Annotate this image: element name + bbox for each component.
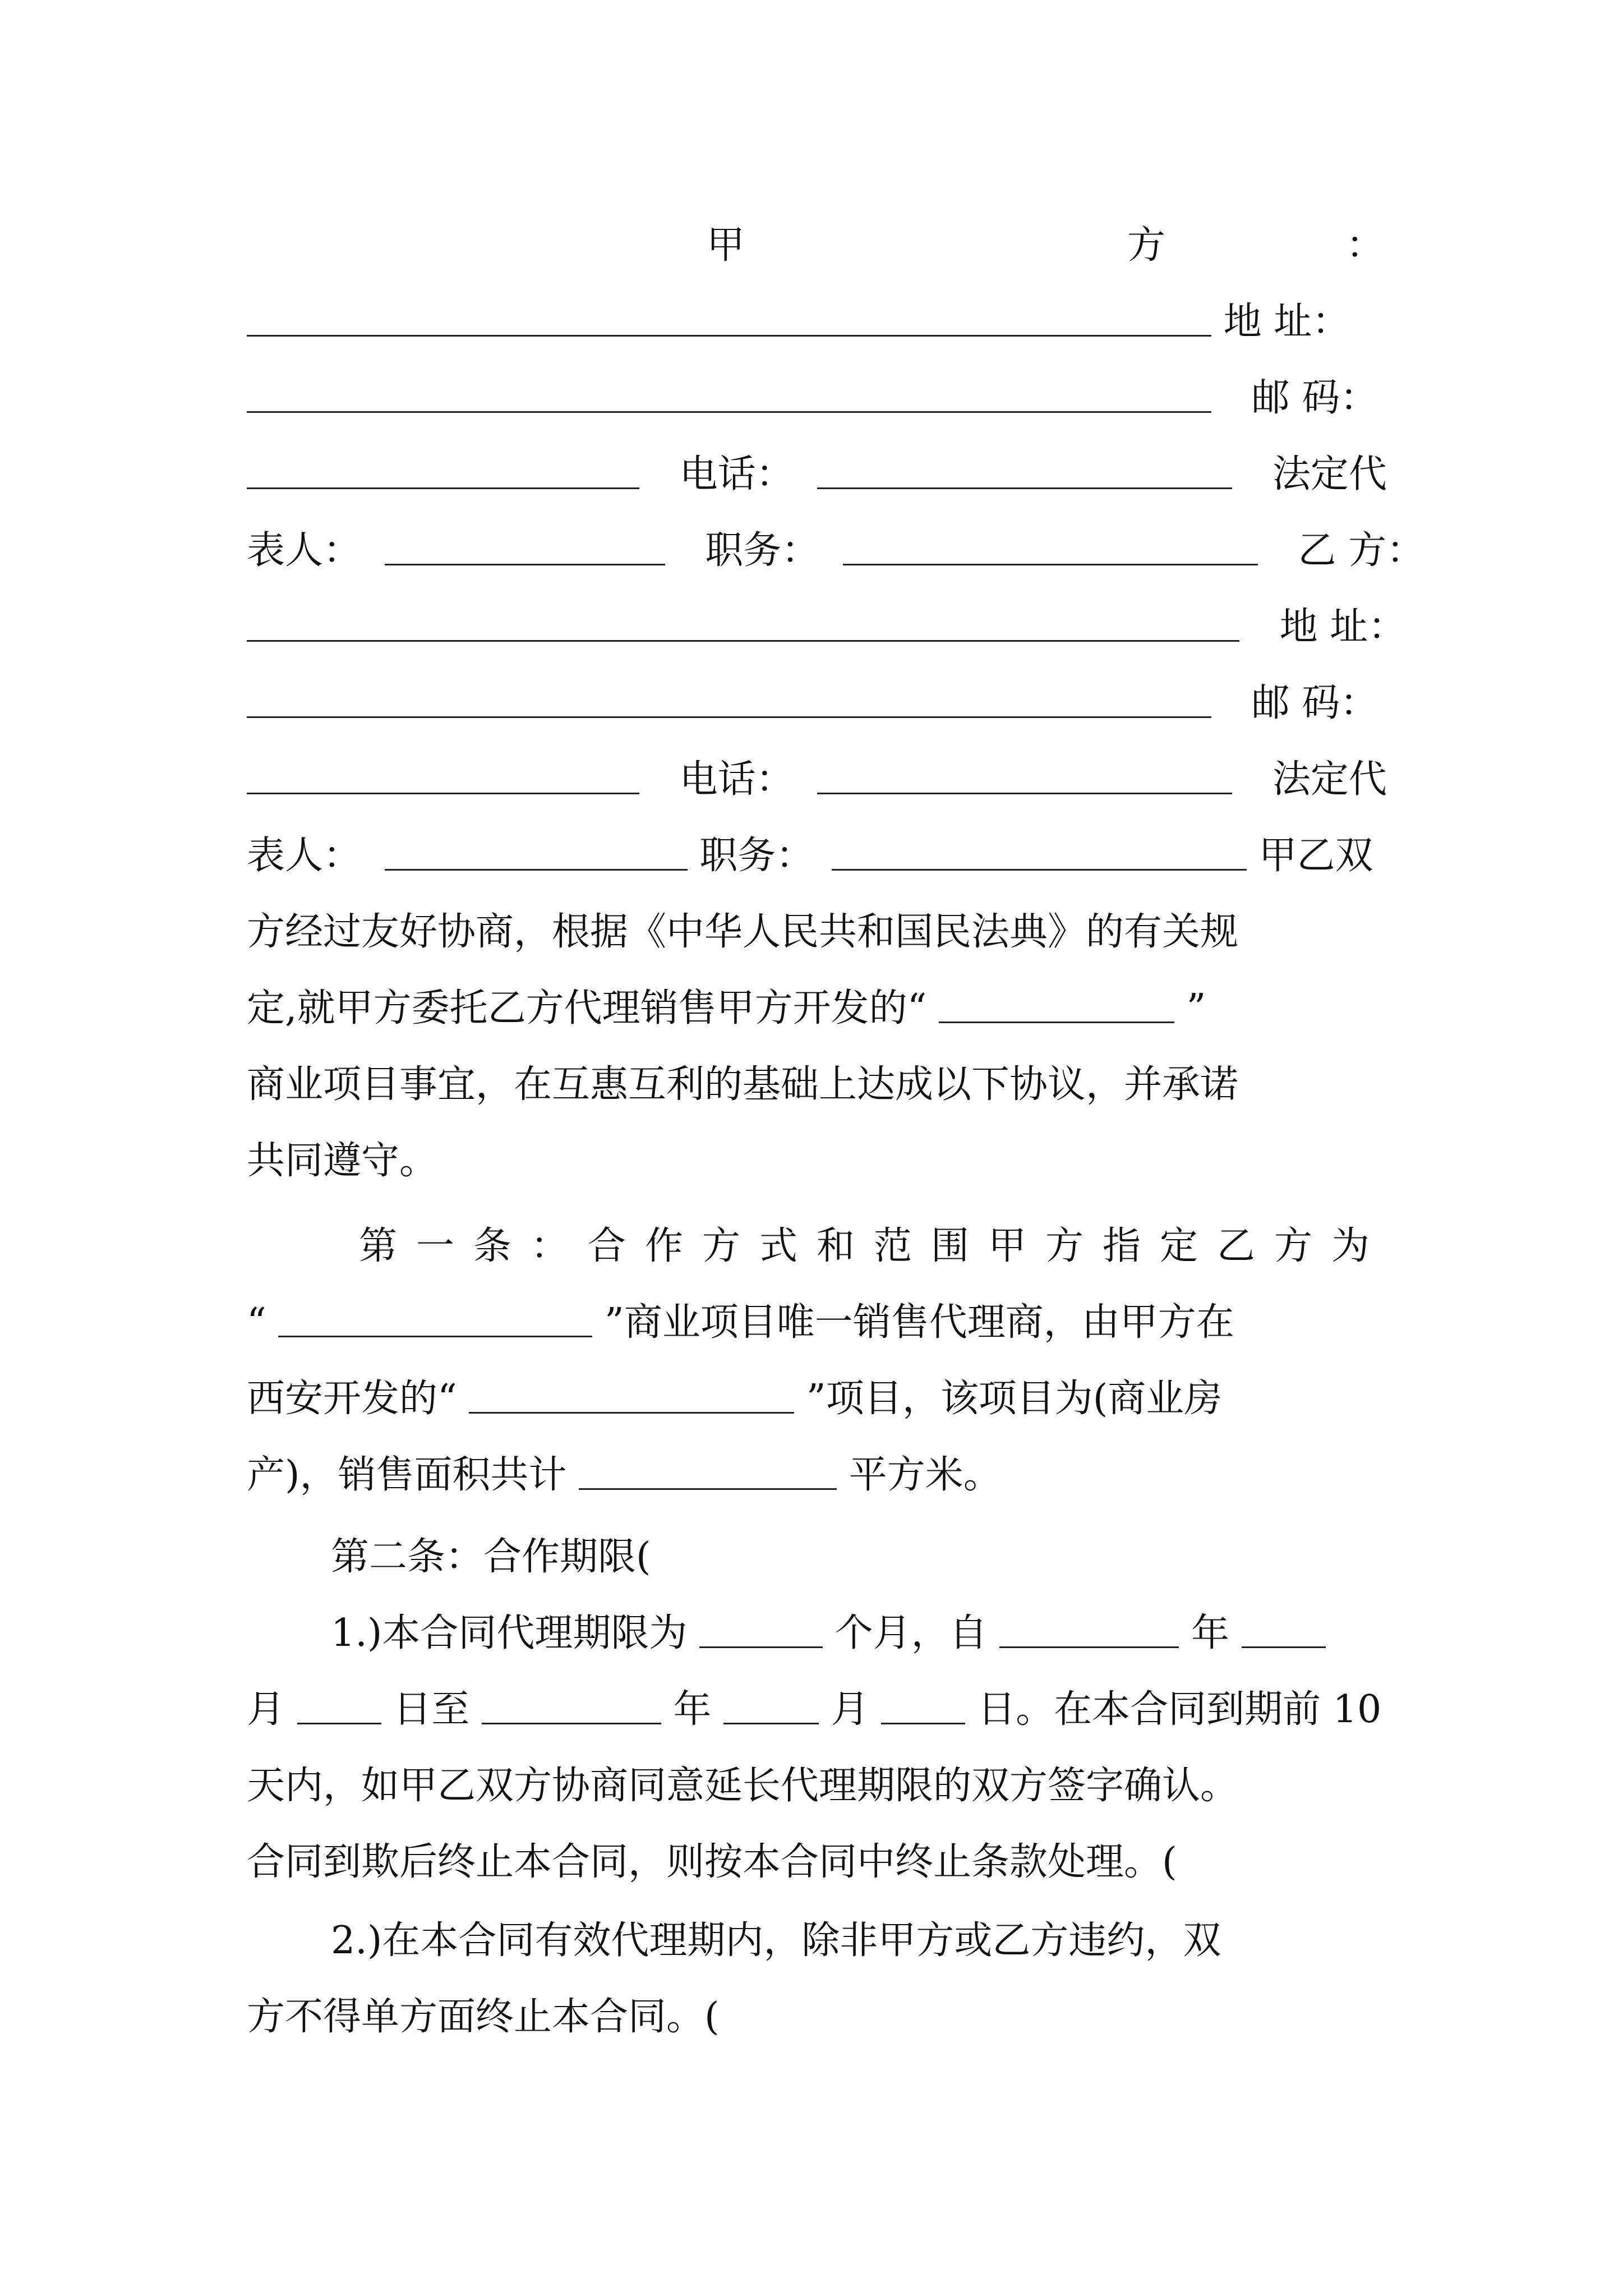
article-2-p1-text-h: 日。在本合同到期前 10 xyxy=(978,1687,1382,1732)
blank-field[interactable] xyxy=(817,448,1232,493)
blank-field[interactable] xyxy=(247,600,1239,645)
article-1-heading: 第一条：合作方式和范围甲方指定乙方为 xyxy=(359,1224,1389,1268)
article-1-line-4 xyxy=(247,1437,1391,1513)
postcode-label-b: 邮 码： xyxy=(1251,681,1378,725)
position-label-b: 职务： xyxy=(699,834,814,878)
intro-text-4: 商业项目事宜，在互惠互利的基础上达成以下协议，并承诺 xyxy=(247,1062,1239,1107)
blank-field[interactable] xyxy=(247,371,1211,416)
blank-field[interactable] xyxy=(579,1448,837,1493)
blank-field[interactable] xyxy=(881,1683,965,1728)
blank-field[interactable] xyxy=(699,1607,823,1651)
legal-rep-label-b-part2: 表人： xyxy=(247,834,362,878)
article-1-text-3a: 西安开发的“ xyxy=(247,1377,457,1421)
article-2-p1-text-i: 天内，如甲乙双方协商同意延长代理期限的双方签字确认。 xyxy=(247,1764,1239,1808)
intro-text-3a: 定,就甲方委托乙方代理销售甲方开发的“ xyxy=(247,986,927,1030)
address-label-b: 地 址： xyxy=(1279,605,1407,649)
article-2-p1-line-1 xyxy=(247,1595,1391,1672)
article-2-p1-text-d: 月 xyxy=(247,1687,285,1732)
article-2-p1-line-3 xyxy=(247,1748,1391,1824)
article-2-p2-line-1 xyxy=(247,1903,1391,1979)
blank-field[interactable] xyxy=(482,1683,661,1728)
intro-line-4 xyxy=(247,1047,1391,1123)
blank-field[interactable] xyxy=(247,753,639,798)
blank-field[interactable] xyxy=(247,677,1211,721)
legal-rep-label-part2: 表人： xyxy=(247,528,362,573)
party-a-postcode-line xyxy=(247,360,1391,436)
party-b-phone-line xyxy=(247,742,1391,818)
address-label: 地 址： xyxy=(1223,300,1350,344)
blank-field[interactable] xyxy=(817,753,1232,798)
article-1-line-3 xyxy=(247,1361,1391,1437)
article-2-p1-line-2 xyxy=(247,1672,1391,1748)
blank-field[interactable] xyxy=(1242,1607,1326,1651)
blank-field[interactable] xyxy=(385,829,688,874)
party-a-rep-line xyxy=(247,513,1425,589)
intro-text-3b: ” xyxy=(1186,986,1206,1030)
party-b-label: 乙 方： xyxy=(1298,528,1425,573)
intro-line-3 xyxy=(247,970,1391,1047)
blank-field[interactable] xyxy=(278,1296,592,1341)
blank-field[interactable] xyxy=(723,1683,819,1728)
intro-text-5: 共同遵守。 xyxy=(247,1139,438,1183)
party-b-rep-line xyxy=(247,818,1391,894)
blank-field[interactable] xyxy=(843,524,1258,569)
intro-text-2: 方经过友好协商，根据《中华人民共和国民法典》的有关规 xyxy=(247,910,1239,954)
article-2-title-line xyxy=(247,1519,1391,1595)
blank-field[interactable] xyxy=(832,829,1247,874)
article-2-p1-text-e: 日至 xyxy=(393,1687,470,1732)
article-1-line-1 xyxy=(247,1208,1391,1285)
article-2-p1-text-a: 1.)本合同代理期限为 xyxy=(331,1611,688,1655)
article-1-text-4b: 平方米。 xyxy=(849,1453,1002,1497)
article-2-p1-text-g: 月 xyxy=(831,1687,869,1732)
party-a-label: 甲 xyxy=(707,223,745,268)
article-1-text-2b: ”商业项目唯一销售代理商，由甲方在 xyxy=(605,1300,1234,1345)
party-b-postcode-line xyxy=(247,665,1391,742)
article-1-text-3b: ”项目，该项目为(商业房 xyxy=(806,1377,1223,1421)
party-a-address-line xyxy=(247,284,1391,360)
article-2-p1-line-4 xyxy=(247,1824,1391,1901)
blank-field[interactable] xyxy=(469,1372,794,1417)
blank-field[interactable] xyxy=(247,295,1211,340)
blank-field[interactable] xyxy=(999,1607,1179,1651)
legal-rep-label-b-part1: 法定代 xyxy=(1272,757,1387,802)
intro-line-5 xyxy=(247,1123,1391,1199)
article-2-p1-text-f: 年 xyxy=(673,1687,712,1732)
party-b-address-line xyxy=(247,589,1407,665)
party-a-colon: ： xyxy=(1346,223,1385,268)
article-2-p1-text-c: 年 xyxy=(1191,1611,1229,1655)
article-2-p1-text-j: 合同到欺后终止本合同，则按本合同中终止条款处理。( xyxy=(247,1840,1177,1884)
blank-field[interactable] xyxy=(297,1683,381,1728)
party-a-fang: 方 xyxy=(1127,223,1166,268)
intro-line-2 xyxy=(247,894,1391,970)
blank-field[interactable] xyxy=(939,982,1174,1027)
article-1-line-2 xyxy=(247,1285,1391,1361)
article-1-text-2a: “ xyxy=(247,1300,266,1345)
article-2-p2-line-2 xyxy=(247,1979,1391,2055)
position-label: 职务： xyxy=(705,528,820,573)
blank-field[interactable] xyxy=(385,524,665,569)
phone-label: 电话： xyxy=(679,452,794,496)
article-2-p1-text-b: 个月，自 xyxy=(834,1611,988,1655)
legal-rep-label-part1: 法定代 xyxy=(1272,452,1387,496)
intro-text-1: 甲乙双 xyxy=(1258,834,1373,878)
article-2-p2-text-a: 2.)在本合同有效代理期内，除非甲方或乙方违约，双 xyxy=(331,1918,1221,1963)
postcode-label: 邮 码： xyxy=(1251,376,1378,420)
article-1-text-4a: 产)，销售面积共计 xyxy=(247,1453,567,1497)
phone-label-b: 电话： xyxy=(679,757,794,802)
article-2-p2-text-b: 方不得单方面终止本合同。( xyxy=(247,1995,720,2039)
party-a-phone-line xyxy=(247,436,1391,513)
party-a-heading-line xyxy=(247,208,1391,284)
article-2-title: 第二条：合作期限( xyxy=(331,1535,651,1579)
blank-field[interactable] xyxy=(247,448,639,493)
